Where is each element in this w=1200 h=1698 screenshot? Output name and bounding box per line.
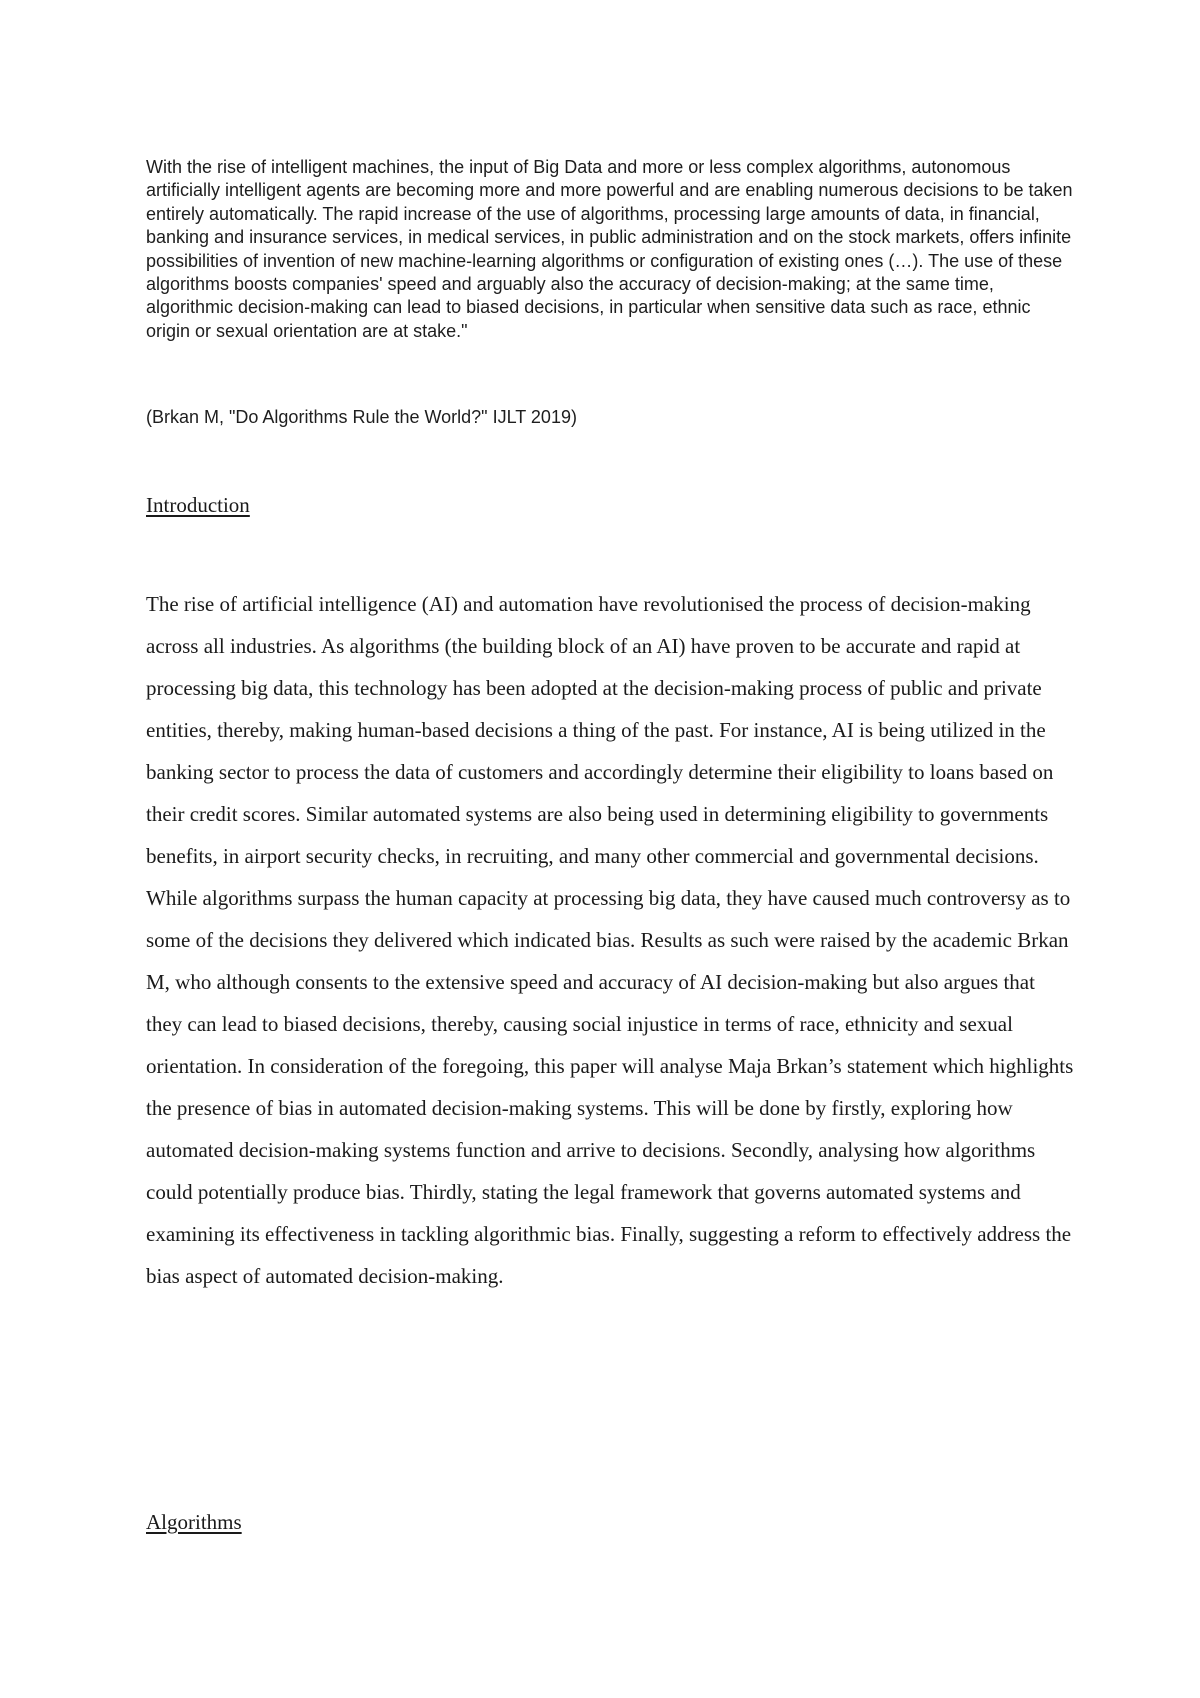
epigraph-citation: (Brkan M, "Do Algorithms Rule the World?" IJLT 2019): [146, 407, 577, 427]
introduction-heading: Introduction: [146, 493, 250, 517]
introduction-paragraph: The rise of artificial intelligence (AI) and automation have revolutionised the process of decision-making across all industries. As algorithms (the building block of an AI) have proven to be accurate and rapid at processing big data, this technology has been adopted at the decision-making process of public and private entities, thereby, making human-based decisions a thing of the past. For instance, AI is being utilized in the banking sector to process the data of customers and accordingly determine their eligibility to loans based on their credit scores. Similar automated systems are also being used in determining eligibility to governments benefits, in airport security checks, in recruiting, and many other commercial and governmental decisions. While algorithms surpass the human capacity at processing big data, they have caused much controversy as to some of the decisions they delivered which indicated bias. Results as such were raised by the academic Brkan M, who although consents to the extensive speed and accuracy of AI decision-making but also argues that they can lead to biased decisions, thereby, causing social injustice in terms of race, ethnicity and sexual orientation. In consideration of the foregoing, this paper will analyse Maja Brkan’s statement which highlights the presence of bias in automated decision-making systems. This will be done by firstly, exploring how automated decision-making systems function and arrive to decisions. Secondly, analysing how algorithms could potentially produce bias. Thirdly, stating the legal framework that governs automated systems and examining its effectiveness in tackling algorithmic bias. Finally, suggesting a reform to effectively address the bias aspect of automated decision-making.: [146, 592, 1074, 1288]
epigraph-quote: With the rise of intelligent machines, the input of Big Data and more or less complex algorithms, autonomous artificially intelligent agents are becoming more and more powerful and are enabling numerous decisions to be taken entirely automatically. The rapid increase of the use of algorithms, processing large amounts of data, in financial, banking and insurance services, in medical services, in public administration and on the stock markets, offers infinite possibilities of invention of new machine-learning algorithms or configuration of existing ones (…). The use of these algorithms boosts companies' speed and arguably also the accuracy of decision-making; at the same time, algorithmic decision-making can lead to biased decisions, in particular when sensitive data such as race, ethnic origin or sexual orientation are at stake.": [146, 157, 1073, 341]
algorithms-heading: Algorithms: [146, 1510, 242, 1534]
